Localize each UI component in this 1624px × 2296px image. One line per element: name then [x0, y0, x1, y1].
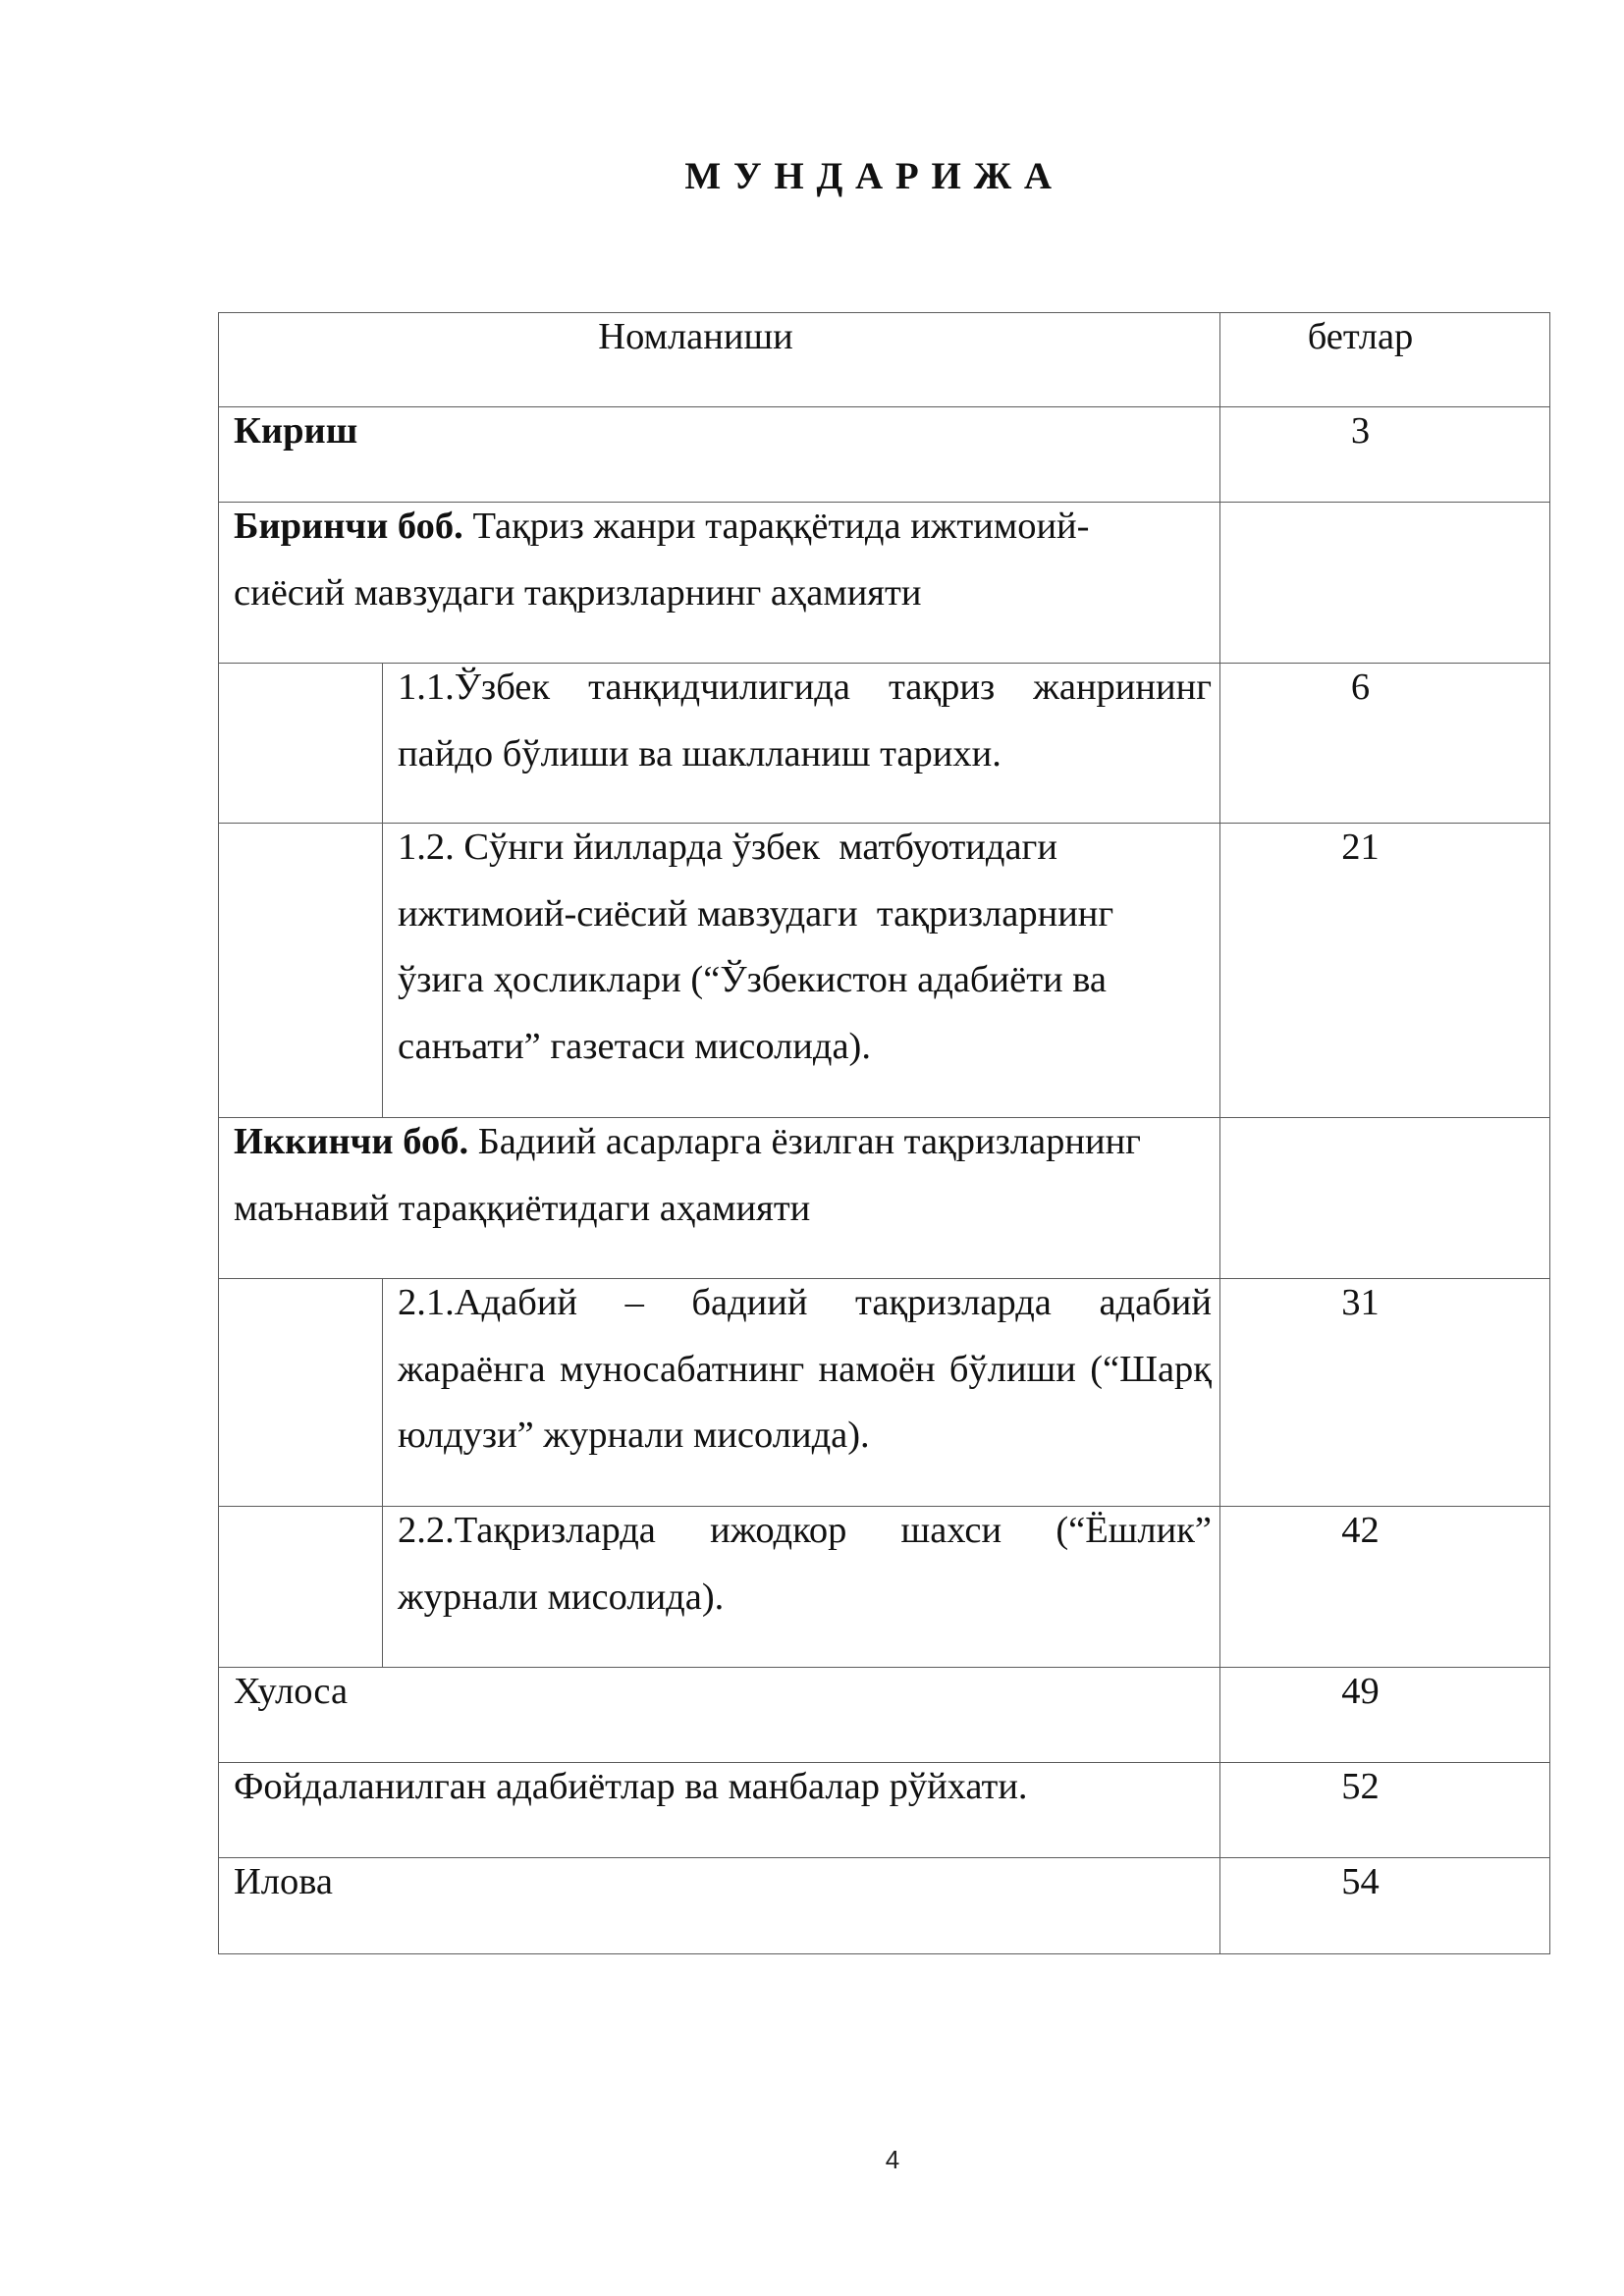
toc-row-conclusion — [219, 1668, 1550, 1763]
toc-page-number: 6 — [1350, 667, 1371, 708]
toc-page-cell — [1220, 1668, 1550, 1763]
toc-page-cell — [1220, 664, 1550, 824]
toc-entry-cell — [219, 503, 1220, 664]
toc-entry-line: 1.1.Ўзбек танқидчилигида тақриз жанрининг — [398, 667, 1213, 708]
page-title: М У Н Д А Р И Ж А — [684, 155, 1054, 197]
toc-row-intro — [219, 407, 1550, 503]
toc-indent-cell — [219, 1279, 383, 1507]
toc-row-appendix — [219, 1858, 1550, 1954]
toc-row-section-1-2 — [219, 824, 1550, 1118]
toc-row-references — [219, 1763, 1550, 1858]
toc-page-number: 21 — [1341, 827, 1380, 868]
toc-entry-label: Кириш — [234, 410, 358, 452]
toc-indent-cell — [219, 1507, 383, 1668]
toc-page-cell — [1220, 407, 1550, 503]
toc-header-row — [219, 313, 1550, 407]
toc-entry-line: Хулоса — [234, 1671, 349, 1712]
toc-header-pages-cell — [1220, 313, 1550, 407]
toc-entry-line: пайдо бўлиши ва шаклланиш тарихи. — [398, 732, 1001, 774]
toc-page-cell — [1220, 1763, 1550, 1858]
toc-entry-line: ижтимоий-сиёсий мавзудаги тақризларнинг — [398, 892, 1114, 934]
toc-entry-line: ўзига ҳосликлари (“Ўзбекистон адабиёти ва — [398, 959, 1108, 1000]
toc-header-pages: бетлар — [1307, 316, 1414, 357]
toc-entry-line: Фойдаланилган адабиётлар ва манбалар рўйхати. — [234, 1766, 1028, 1807]
toc-entry-line — [234, 1109, 1212, 1176]
toc-row-section-1-1 — [219, 664, 1550, 824]
toc-entry-cell — [383, 824, 1220, 1118]
chapter-title-part: Тақриз жанри тараққётида ижтимоий- — [472, 506, 1090, 547]
toc-row-section-2-1 — [219, 1279, 1550, 1507]
toc-page-number: 52 — [1341, 1766, 1380, 1807]
chapter-label: Биринчи боб. — [234, 506, 463, 547]
page-number: 4 — [885, 2145, 900, 2174]
toc-entry-cell — [219, 1858, 1220, 1954]
toc-entry-cell — [383, 664, 1220, 824]
toc-entry-line: 1.2. Сўнги йилларда ўзбек матбуотидаги — [398, 827, 1057, 868]
toc-entry-cell — [219, 1118, 1220, 1279]
toc-table — [218, 312, 1550, 1954]
toc-entry-line: Илова — [234, 1861, 334, 1902]
toc-page-cell — [1220, 1858, 1550, 1954]
toc-entry-line: 2.2.Тақризларда ижодкор шахси (“Ёшлик” — [398, 1510, 1213, 1551]
toc-page-number: 3 — [1350, 410, 1371, 452]
chapter-label: Иккинчи боб. — [234, 1121, 469, 1162]
toc-entry-line — [234, 494, 1212, 561]
chapter-title-part: Бадиий асарларга ёзилган тақризларнинг — [477, 1121, 1141, 1162]
toc-entry-cell — [219, 407, 1220, 503]
toc-row-chapter-2 — [219, 1118, 1550, 1279]
toc-entry-line: сиёсий мавзудаги тақризларнинг аҳамияти — [234, 571, 922, 614]
toc-entry-line: 2.1.Адабий – бадиий тақризларда адабий — [398, 1282, 1213, 1323]
toc-page-cell — [1220, 1279, 1550, 1507]
toc-entry-line — [234, 399, 1212, 465]
toc-page-number: 54 — [1341, 1861, 1380, 1902]
toc-entry-cell — [383, 1507, 1220, 1668]
toc-row-chapter-1 — [219, 503, 1550, 664]
toc-entry-cell — [219, 1763, 1220, 1858]
toc-page-number: 42 — [1341, 1510, 1380, 1551]
toc-indent-cell — [219, 824, 383, 1118]
toc-entry-line: журнали мисолида). — [398, 1575, 725, 1618]
toc-page-cell — [1220, 824, 1550, 1118]
toc-entry-cell — [219, 1668, 1220, 1763]
toc-page-number: 49 — [1341, 1671, 1380, 1712]
toc-page-number: 31 — [1341, 1282, 1380, 1323]
toc-page-cell — [1220, 1507, 1550, 1668]
toc-entry-line: санъати” газетаси мисолида). — [398, 1025, 872, 1067]
toc-header-name: Номланиши — [598, 316, 793, 357]
toc-entry-line: маънавий тараққиётидаги аҳамияти — [234, 1187, 811, 1229]
toc-entry-cell — [383, 1279, 1220, 1507]
toc-header-name-cell — [219, 313, 1220, 407]
toc-row-section-2-2 — [219, 1507, 1550, 1668]
toc-indent-cell — [219, 664, 383, 824]
toc-page-cell — [1220, 503, 1550, 664]
toc-entry-line: жараёнга муносабатнинг намоён бўлиши (“Шарқ — [398, 1348, 1213, 1390]
toc-page-cell — [1220, 1118, 1550, 1279]
toc-entry-line: юлдузи” журнали мисолида). — [398, 1415, 870, 1456]
